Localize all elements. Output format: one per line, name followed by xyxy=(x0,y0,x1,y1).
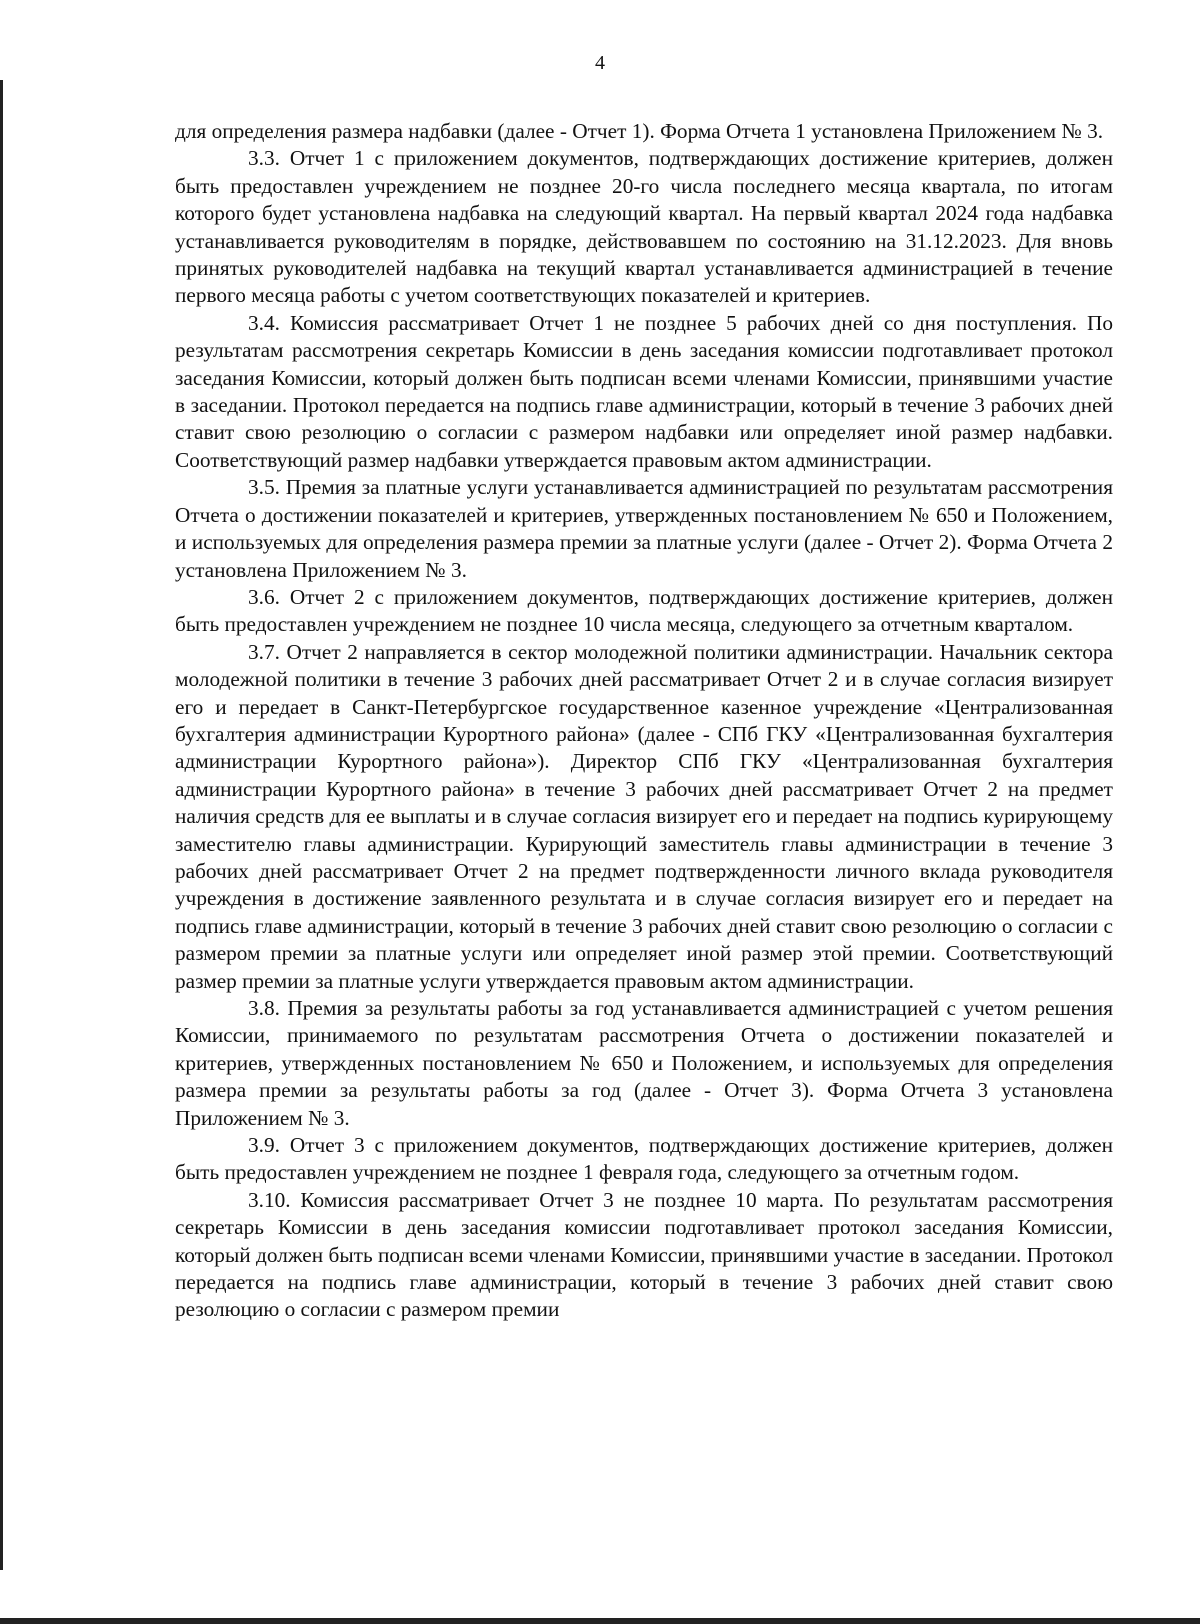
paragraph-3-10: 3.10. Комиссия рассматривает Отчет 3 не позднее 10 марта. По результатам рассмотрения секретарь Комиссии в день заседания комиссии подготавливает протокол заседания Комиссии, который должен быть подписан всеми членами Комиссии, принявшими участие в заседании. Протокол передается на подпись главе администрации, который в течение 3 рабочих дней ставит свою резолюцию о согласии с размером премии xyxy=(175,1187,1113,1322)
scan-edge-left xyxy=(0,80,3,1570)
paragraph-3-4: 3.4. Комиссия рассматривает Отчет 1 не позднее 5 рабочих дней со дня поступления. По результатам рассмотрения секретарь Комиссии в день заседания комиссии подготавливает протокол заседания Комиссии, который должен быть подписан всеми членами Комиссии, принявшими участие в заседании. Протокол передается на подпись главе администрации, который в течение 3 рабочих дней ставит свою резолюцию о согласии с размером надбавки или определяет иной размер надбавки. Соответствующий размер надбавки утверждается правовым актом администрации. xyxy=(175,310,1113,472)
page-number: 4 xyxy=(595,52,605,74)
paragraph-3-8: 3.8. Премия за результаты работы за год устанавливается администрацией с учетом решения Комиссии, принимаемого по результатам рассмотрения Отчета о достижении показателей и критериев, утвержденных постановлением № 650 и Положением, и используемых для определения размера премии за результаты работы за год (далее - Отчет 3). Форма Отчета 3 установлена Приложением № 3. xyxy=(175,996,1113,1130)
paragraph-3-6: 3.6. Отчет 2 с приложением документов, подтверждающих достижение критериев, должен быть предоставлен учреждением не позднее 10 числа месяца, следующего за отчетным кварталом. xyxy=(175,584,1113,637)
paragraph-3-7: 3.7. Отчет 2 направляется в сектор молодежной политики администрации. Начальник сектора молодежной политики в течение 3 рабочих дней рассматривает Отчет 2 и в случае согласия визирует его и передает в Санкт-Петербургское государственное казенное учреждение «Централизованная бухгалтерия администрации Курортного района» (далее - СПб ГКУ «Централизованная бухгалтерия администрации Курортного района»). Директор СПб ГКУ «Централизованная бухгалтерия администрации Курортного района» в течение 3 рабочих дней рассматривает Отчет 2 на предмет наличия средств для ее выплаты и в случае согласия визирует его и передает на подпись курирующему заместителю главы администрации. Курирующий заместитель главы администрации в течение 3 рабочих дней рассматривает Отчет 2 на предмет подтвержденности личного вклада руководителя учреждения в достижение заявленного результата и в случае согласия визирует его и передает на подпись главе администрации, который в течение 3 рабочих дней ставит свою резолюцию о согласии с размером премии за платные услуги или определяет иной размер этой премии. Соответствующий размер премии за платные услуги утверждается правовым актом администрации. xyxy=(175,639,1113,993)
scan-edge-bottom xyxy=(0,1618,1200,1624)
paragraph-3-5: 3.5. Премия за платные услуги устанавливается администрацией по результатам рассмотрения Отчета о достижении показателей и критериев, утвержденных постановлением № 650 и Положением, и используемых для определения размера премии за платные услуги (далее - Отчет 2). Форма Отчета 2 установлена Приложением № 3. xyxy=(175,475,1113,582)
paragraph-3-9: 3.9. Отчет 3 с приложением документов, подтверждающих достижение критериев, должен быть предоставлен учреждением не позднее 1 февраля года, следующего за отчетным годом. xyxy=(175,1133,1113,1185)
document-body xyxy=(175,118,1113,1324)
paragraph-continuation: для определения размера надбавки (далее - Отчет 1). Форма Отчета 1 установлена Приложением № 3. xyxy=(175,119,1104,143)
paragraph-3-3: 3.3. Отчет 1 с приложением документов, подтверждающих достижение критериев, должен быть предоставлен учреждением не позднее 20-го числа последнего месяца квартала, по итогам которого будет установлена надбавка на следующий квартал. На первый квартал 2024 года надбавка устанавливается руководителям в порядке, действовавшем по состоянию на 31.12.2023. Для вновь принятых руководителей надбавка на текущий квартал устанавливается администрацией в течение первого месяца работы с учетом соответствующих показателей и критериев. xyxy=(175,146,1113,308)
